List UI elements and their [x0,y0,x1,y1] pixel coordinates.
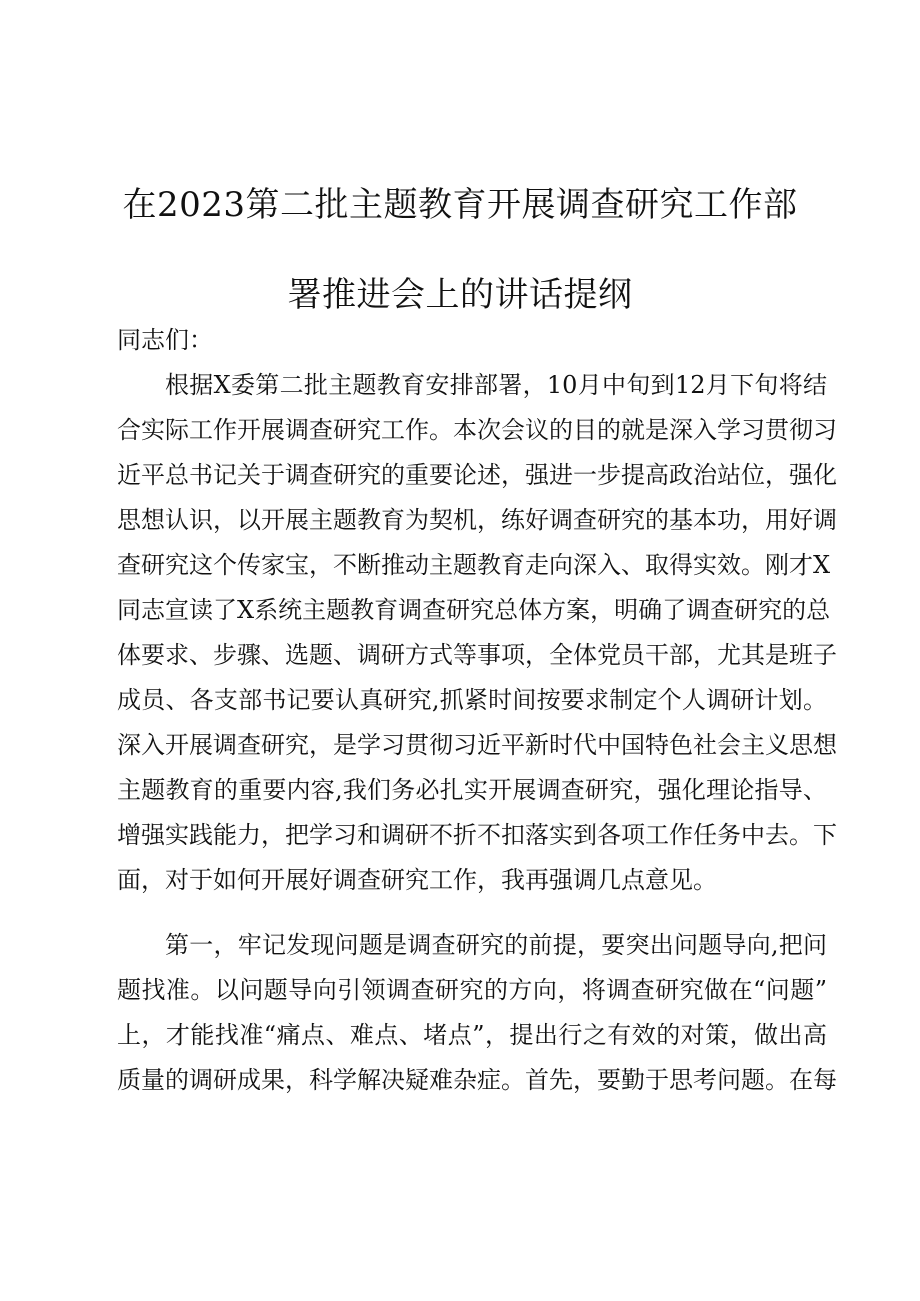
paragraph-line: 第一，牢记发现问题是调查研究的前提，要突出问题导向,把问 [165,931,827,959]
paragraph-line: 增强实践能力，把学习和调研不折不扣落实到各项工作任务中去。下 [117,821,837,849]
paragraph-line: 思想认识，以开展主题教育为契机，练好调查研究的基本功，用好调 [117,506,837,534]
paragraph-line: 面，对于如何开展好调查研究工作，我再强调几点意见。 [117,866,717,894]
paragraph-1 [117,363,837,903]
paragraph-line: 质量的调研成果，科学解决疑难杂症。首先，要勤于思考问题。在每 [117,1066,837,1094]
document-body [117,318,837,1103]
paragraph-line: 上，才能找准“痛点、难点、堵点”，提出行之有效的对策，做出高 [117,1021,827,1049]
paragraph-line: 查研究这个传家宝，不断推动主题教育走向深入、取得实效。刚才X [117,551,831,579]
document-title [80,160,840,340]
greeting: 同志们： [117,326,213,354]
paragraph-line: 近平总书记关于调查研究的重要论述，强进一步提高政治站位，强化 [117,461,837,489]
paragraph-2 [117,923,837,1103]
paragraph-line: 成员、各支部书记要认真研究,抓紧时间按要求制定个人调研计划。 [117,686,827,714]
paragraph-line: 合实际工作开展调查研究工作。本次会议的目的就是深入学习贯彻习 [117,416,837,444]
paragraph-line: 深入开展调查研究，是学习贯彻习近平新时代中国特色社会主义思想 [117,731,837,759]
paragraph-line: 题找准。以问题导向引领调查研究的方向，将调查研究做在“问题” [117,976,827,1004]
paragraph-line: 体要求、步骤、选题、调研方式等事项，全体党员干部，尤其是班子 [117,641,837,669]
title-line-1: 在2023第二批主题教育开展调查研究工作部 [122,185,798,225]
paragraph-line: 同志宣读了X系统主题教育调查研究总体方案，明确了调查研究的总 [117,596,831,624]
paragraph-line: 主题教育的重要内容,我们务必扎实开展调查研究，强化理论指导、 [117,776,827,804]
paragraph-gap [117,903,827,923]
title-line-2: 署推进会上的讲话提纲 [287,275,633,315]
paragraph-line: 根据X委第二批主题教育安排部署，10月中旬到12月下旬将结 [165,371,827,399]
